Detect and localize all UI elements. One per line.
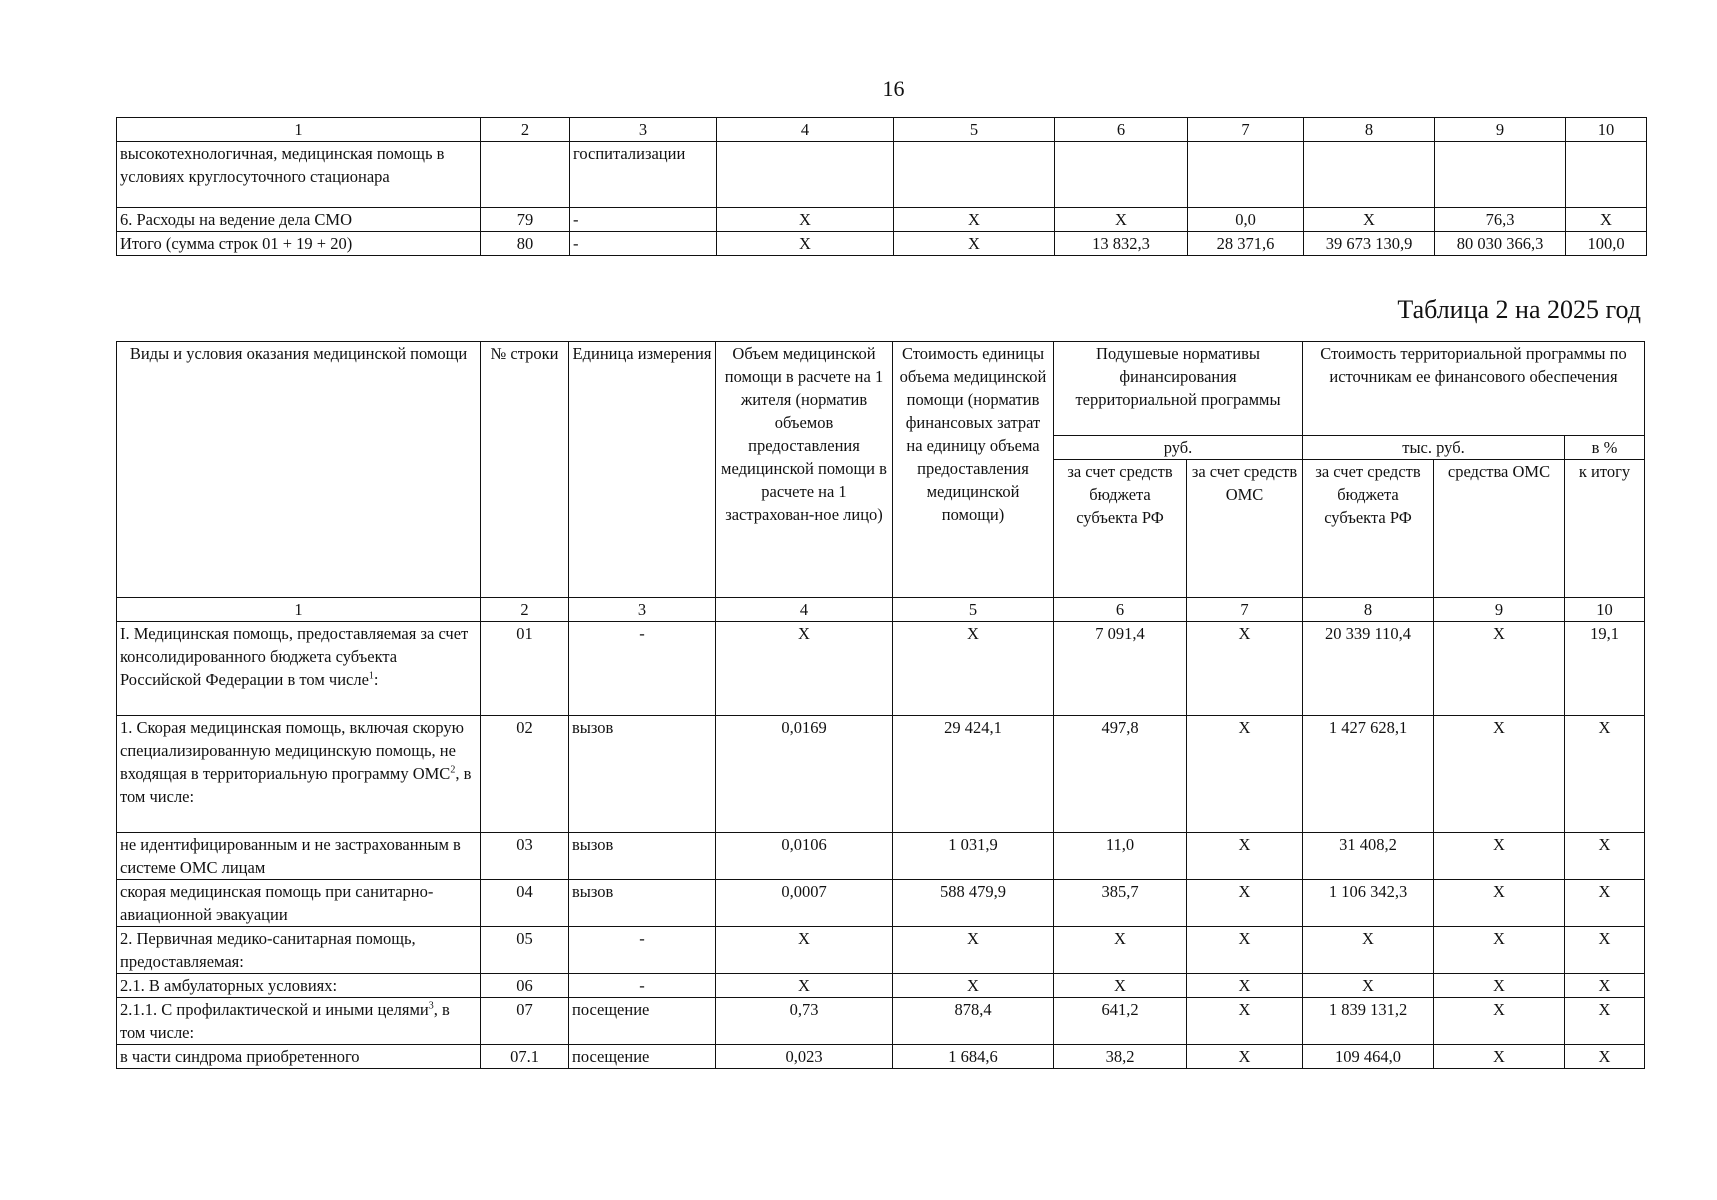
table-cell: X	[1565, 1045, 1645, 1069]
column-number: 9	[1434, 598, 1565, 622]
table-cell: 11,0	[1054, 833, 1187, 880]
column-number: 4	[716, 598, 893, 622]
table-cell	[717, 142, 894, 208]
header-unit-percent: в %	[1565, 436, 1645, 460]
table-cell: 20 339 110,4	[1303, 622, 1434, 716]
row-label: в части синдрома приобретенного	[117, 1045, 481, 1069]
table-cell: X	[893, 622, 1054, 716]
row-label: 1. Скорая медицинская помощь, включая скорую специализированную медицинскую помощь, не входящая в территориальную программу ОМС$^2$, в том числе:	[117, 716, 481, 833]
table-cell: X	[1187, 880, 1303, 927]
page-number: 16	[882, 76, 905, 101]
column-number: 8	[1304, 118, 1435, 142]
table-cell: 0,0169	[716, 716, 893, 833]
table-cell	[1188, 142, 1304, 208]
table-cell: X	[894, 208, 1055, 232]
column-number: 7	[1187, 598, 1303, 622]
column-number: 5	[893, 598, 1054, 622]
row-label: I. Медицинская помощь, предоставляемая за счет консолидированного бюджета субъекта Российской Федерации в том числе$^1$:	[117, 622, 481, 716]
table-cell: X	[1303, 927, 1434, 974]
column-number: 6	[1055, 118, 1188, 142]
column-number: 5	[894, 118, 1055, 142]
column-number: 10	[1565, 598, 1645, 622]
table-cell: 80 030 366,3	[1435, 232, 1566, 256]
header-col-6: за счет средств бюджета субъекта РФ	[1054, 460, 1187, 598]
table-cell: X	[1565, 927, 1645, 974]
column-number: 2	[481, 118, 570, 142]
table-row	[117, 1045, 1645, 1069]
column-number: 1	[117, 118, 481, 142]
table-cell: X	[1187, 1045, 1303, 1069]
table-cell: X	[1187, 974, 1303, 998]
header-group-per-capita: Подушевые нормативы финансирования территориальной программы	[1054, 342, 1303, 436]
table-cell: X	[1565, 998, 1645, 1045]
table-cell: 7 091,4	[1054, 622, 1187, 716]
table-cell: 76,3	[1435, 208, 1566, 232]
table-cell: посещение	[569, 998, 716, 1045]
table-cell: X	[1303, 974, 1434, 998]
table-cell: X	[1434, 927, 1565, 974]
column-number: 2	[481, 598, 569, 622]
table-cell: 497,8	[1054, 716, 1187, 833]
table-cell: 38,2	[1054, 1045, 1187, 1069]
table-cell: X	[893, 927, 1054, 974]
table-cell: X	[1434, 1045, 1565, 1069]
row-label: 6. Расходы на ведение дела СМО	[117, 208, 481, 232]
table-cell: 109 464,0	[1303, 1045, 1434, 1069]
table-row	[117, 142, 1647, 208]
row-label: не идентифицированным и не застрахованным в системе ОМС лицам	[117, 833, 481, 880]
footnote-marker: 1	[368, 670, 374, 682]
column-number-row	[117, 598, 1645, 622]
table-cell: 39 673 130,9	[1304, 232, 1435, 256]
table-cell: -	[569, 622, 716, 716]
table-cell: 1 684,6	[893, 1045, 1054, 1069]
table-cell: X	[1055, 208, 1188, 232]
table-cell: 02	[481, 716, 569, 833]
header-col-2: № строки	[481, 342, 569, 598]
table-cell: 0,0106	[716, 833, 893, 880]
table-cell: 13 832,3	[1055, 232, 1188, 256]
table-cell: X	[717, 232, 894, 256]
header-col-8: за счет средств бюджета субъекта РФ	[1303, 460, 1434, 598]
header-group-cost: Стоимость территориальной программы по источникам ее финансового обеспечения	[1303, 342, 1645, 436]
table-cell: X	[1187, 716, 1303, 833]
table-cell: 0,023	[716, 1045, 893, 1069]
footnote-marker: 3	[428, 1000, 434, 1012]
column-number: 3	[570, 118, 717, 142]
table-cell: 1 427 628,1	[1303, 716, 1434, 833]
table-cell: вызов	[569, 880, 716, 927]
table-row	[117, 622, 1645, 716]
table-caption: Таблица 2 на 2025 год	[1397, 295, 1641, 324]
table-cell: X	[1565, 880, 1645, 927]
table-cell: X	[1566, 208, 1647, 232]
table-cell: 1 839 131,2	[1303, 998, 1434, 1045]
row-label: высокотехнологичная, медицинская помощь в условиях круглосуточного стационара	[117, 142, 481, 208]
table-cell: X	[1434, 880, 1565, 927]
table-cell: вызов	[569, 833, 716, 880]
header-col-4: Объем медицинской помощи в расчете на 1 жителя (норматив объемов предоставления медицинской помощи в расчете на 1 застрахован-ное лицо)	[716, 342, 893, 598]
table-cell: X	[1054, 974, 1187, 998]
table-row	[117, 998, 1645, 1045]
table-cell: 07.1	[481, 1045, 569, 1069]
table-row	[117, 927, 1645, 974]
table-cell: посещение	[569, 1045, 716, 1069]
table-cell: -	[570, 208, 717, 232]
table-cell: X	[716, 974, 893, 998]
table-cell: X	[1187, 998, 1303, 1045]
table-cell: 1 031,9	[893, 833, 1054, 880]
table-cell: 19,1	[1565, 622, 1645, 716]
table-row	[117, 880, 1645, 927]
table-cell: X	[717, 208, 894, 232]
table-cell: X	[1434, 622, 1565, 716]
table-cell: X	[1565, 974, 1645, 998]
header-col-3: Единица измерения	[569, 342, 716, 598]
table-cell: 79	[481, 208, 570, 232]
table-cell	[894, 142, 1055, 208]
table-cell: X	[893, 974, 1054, 998]
table-cell	[1304, 142, 1435, 208]
table-cell: 03	[481, 833, 569, 880]
table-cell: 0,0007	[716, 880, 893, 927]
table-cell: X	[1434, 974, 1565, 998]
table-cell: -	[569, 974, 716, 998]
column-number: 4	[717, 118, 894, 142]
table-cell: 0,73	[716, 998, 893, 1045]
header-col-1: Виды и условия оказания медицинской помощи	[117, 342, 481, 598]
table-cell: 100,0	[1566, 232, 1647, 256]
table-cell: 588 479,9	[893, 880, 1054, 927]
table-cell: 1 106 342,3	[1303, 880, 1434, 927]
table-cell: X	[1565, 716, 1645, 833]
column-number: 10	[1566, 118, 1647, 142]
table-cell: госпитализации	[570, 142, 717, 208]
header-unit-rub: руб.	[1054, 436, 1303, 460]
table-row	[117, 232, 1647, 256]
footnote-marker: 2	[450, 764, 456, 776]
table-cell	[481, 142, 570, 208]
table-cell: 385,7	[1054, 880, 1187, 927]
table-cell	[1566, 142, 1647, 208]
row-label: скорая медицинская помощь при санитарно-авиационной эвакуации	[117, 880, 481, 927]
header-col-9: средства ОМС	[1434, 460, 1565, 598]
table-cell: 28 371,6	[1188, 232, 1304, 256]
table-cell: X	[1434, 998, 1565, 1045]
column-number: 1	[117, 598, 481, 622]
table-cell: X	[1434, 833, 1565, 880]
table-cell: X	[1054, 927, 1187, 974]
table-cell: 29 424,1	[893, 716, 1054, 833]
table-row	[117, 208, 1647, 232]
data-table	[116, 341, 1645, 1069]
header-col-10: к итогу	[1565, 460, 1645, 598]
column-number: 7	[1188, 118, 1304, 142]
table-cell: 80	[481, 232, 570, 256]
table-cell: вызов	[569, 716, 716, 833]
table-cell: 878,4	[893, 998, 1054, 1045]
header-col-7: за счет средств ОМС	[1187, 460, 1303, 598]
table-cell: X	[716, 622, 893, 716]
table-cell: X	[1187, 833, 1303, 880]
table-cell: X	[1187, 622, 1303, 716]
table-cell: -	[570, 232, 717, 256]
table-cell: X	[1434, 716, 1565, 833]
table-cell: X	[1304, 208, 1435, 232]
table-cell: 0,0	[1188, 208, 1304, 232]
table-row	[117, 974, 1645, 998]
table-cell: X	[894, 232, 1055, 256]
column-number-row	[117, 118, 1647, 142]
continuation-table	[116, 117, 1647, 256]
table-cell: 07	[481, 998, 569, 1045]
column-number: 8	[1303, 598, 1434, 622]
row-label: 2.1.1. С профилактической и иными целями$^3$, в том числе:	[117, 998, 481, 1045]
table-cell: X	[716, 927, 893, 974]
table-cell: X	[1565, 833, 1645, 880]
table-cell	[1435, 142, 1566, 208]
table-cell: X	[1187, 927, 1303, 974]
table-cell: 641,2	[1054, 998, 1187, 1045]
table-cell	[1055, 142, 1188, 208]
row-label: 2.1. В амбулаторных условиях:	[117, 974, 481, 998]
table-cell: 04	[481, 880, 569, 927]
table-row	[117, 833, 1645, 880]
row-label: Итого (сумма строк 01 + 19 + 20)	[117, 232, 481, 256]
row-label: 2. Первичная медико-санитарная помощь, предоставляемая:	[117, 927, 481, 974]
column-number: 9	[1435, 118, 1566, 142]
table-cell: 05	[481, 927, 569, 974]
table-cell: 06	[481, 974, 569, 998]
header-col-5: Стоимость единицы объема медицинской помощи (норматив финансовых затрат на единицу объема предоставления медицинской помощи)	[893, 342, 1054, 598]
table-cell: 01	[481, 622, 569, 716]
table-cell: -	[569, 927, 716, 974]
table-cell: 31 408,2	[1303, 833, 1434, 880]
table-row	[117, 716, 1645, 833]
column-number: 6	[1054, 598, 1187, 622]
column-number: 3	[569, 598, 716, 622]
header-unit-thousand-rub: тыс. руб.	[1303, 436, 1565, 460]
